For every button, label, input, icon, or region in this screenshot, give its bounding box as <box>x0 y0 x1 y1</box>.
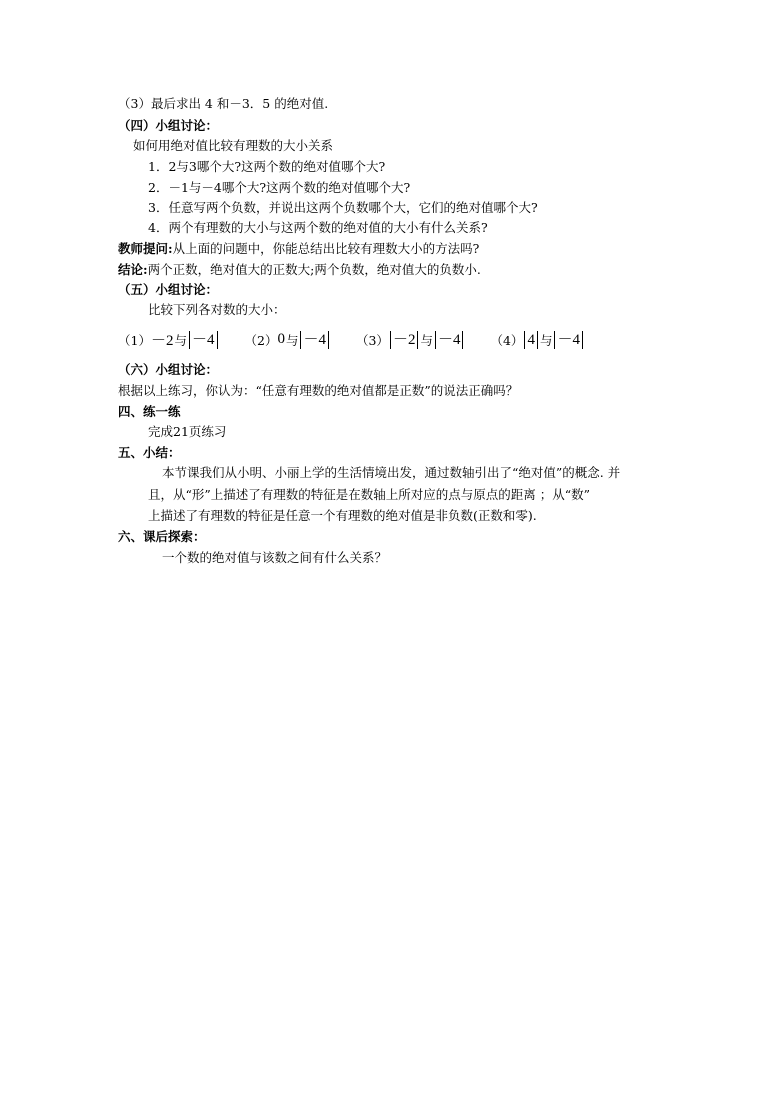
formula-label: （1） <box>118 332 151 348</box>
formula-label: （3） <box>355 332 389 348</box>
compare-instruction: 比较下列各对数的大小： <box>148 302 286 317</box>
teacher-question <box>118 241 479 257</box>
section-explore-heading: 六、课后探索： <box>118 529 206 544</box>
summary-line-3: 上描述了有理数的特征是任意一个有理数的绝对值是非负数(正数和零). <box>148 508 537 523</box>
formula-item <box>118 329 219 350</box>
teacher-question-text: 从上面的问题中，你能总结出比较有理数大小的方法吗? <box>172 241 480 256</box>
discussion-topic: 如何用绝对值比较有理数的大小关系 <box>133 138 334 153</box>
section-heading-6: （六）小组讨论： <box>118 362 219 377</box>
formula-left-abs: －2 <box>390 331 419 349</box>
formula-item <box>356 331 465 349</box>
summary-line-2: 且，从“形”上描述了有理数的特征是在数轴上所对应的点与原点的距离 ；从“数” <box>148 487 591 502</box>
comparison-formulas <box>118 329 610 350</box>
exercise-text: 完成21页练习 <box>148 424 227 439</box>
conclusion <box>118 262 481 278</box>
judgement-question: 根据以上练习，你认为：“任意有理数的绝对值都是正数”的说法正确吗？ <box>118 383 519 398</box>
question-2: 2．－1与－4哪个大?这两个数的绝对值哪个大? <box>148 180 411 195</box>
step-3-text: （3）最后求出 4 和－3．5 的绝对值. <box>118 96 329 111</box>
section-practice-heading: 四、练一练 <box>118 404 181 419</box>
formula-item <box>245 331 330 349</box>
formula-item <box>490 331 583 349</box>
conclusion-label: 结论: <box>118 262 148 277</box>
question-3: 3．任意写两个负数，并说出这两个负数哪个大，它们的绝对值哪个大? <box>148 200 538 215</box>
formula-right-abs: －4 <box>435 331 464 349</box>
section-heading-4: （四）小组讨论： <box>118 118 219 133</box>
question-4: 4．两个有理数的大小与这两个数的绝对值的大小有什么关系? <box>148 220 488 235</box>
formula-left-abs: 4 <box>524 331 538 349</box>
summary-line-1: 本节课我们从小明、小丽上学的生活情境出发，通过数轴引出了“绝对值”的概念. 并 <box>162 465 621 480</box>
explore-text: 一个数的绝对值与该数之间有什么关系？ <box>162 550 388 565</box>
formula-left: 0 <box>277 331 285 347</box>
section-summary-heading: 五、小结： <box>118 445 181 460</box>
formula-left: －2 <box>150 333 174 349</box>
formula-joiner: 与 <box>420 332 433 348</box>
section-heading-5: （五）小组讨论： <box>118 282 219 297</box>
teacher-question-label: 教师提问: <box>118 241 173 256</box>
formula-right-abs: －4 <box>554 331 583 349</box>
formula-joiner: 与 <box>285 332 299 348</box>
formula-label: （2） <box>244 332 278 348</box>
question-1: 1．2与3哪个大?这两个数的绝对值哪个大? <box>148 159 386 174</box>
formula-right-abs: －4 <box>300 331 329 349</box>
conclusion-text: 两个正数，绝对值大的正数大;两个负数，绝对值大的负数小. <box>147 262 481 277</box>
formula-right-abs: －4 <box>189 331 218 349</box>
formula-label: （4） <box>490 332 524 348</box>
formula-joiner: 与 <box>174 332 187 348</box>
formula-joiner: 与 <box>539 332 553 348</box>
